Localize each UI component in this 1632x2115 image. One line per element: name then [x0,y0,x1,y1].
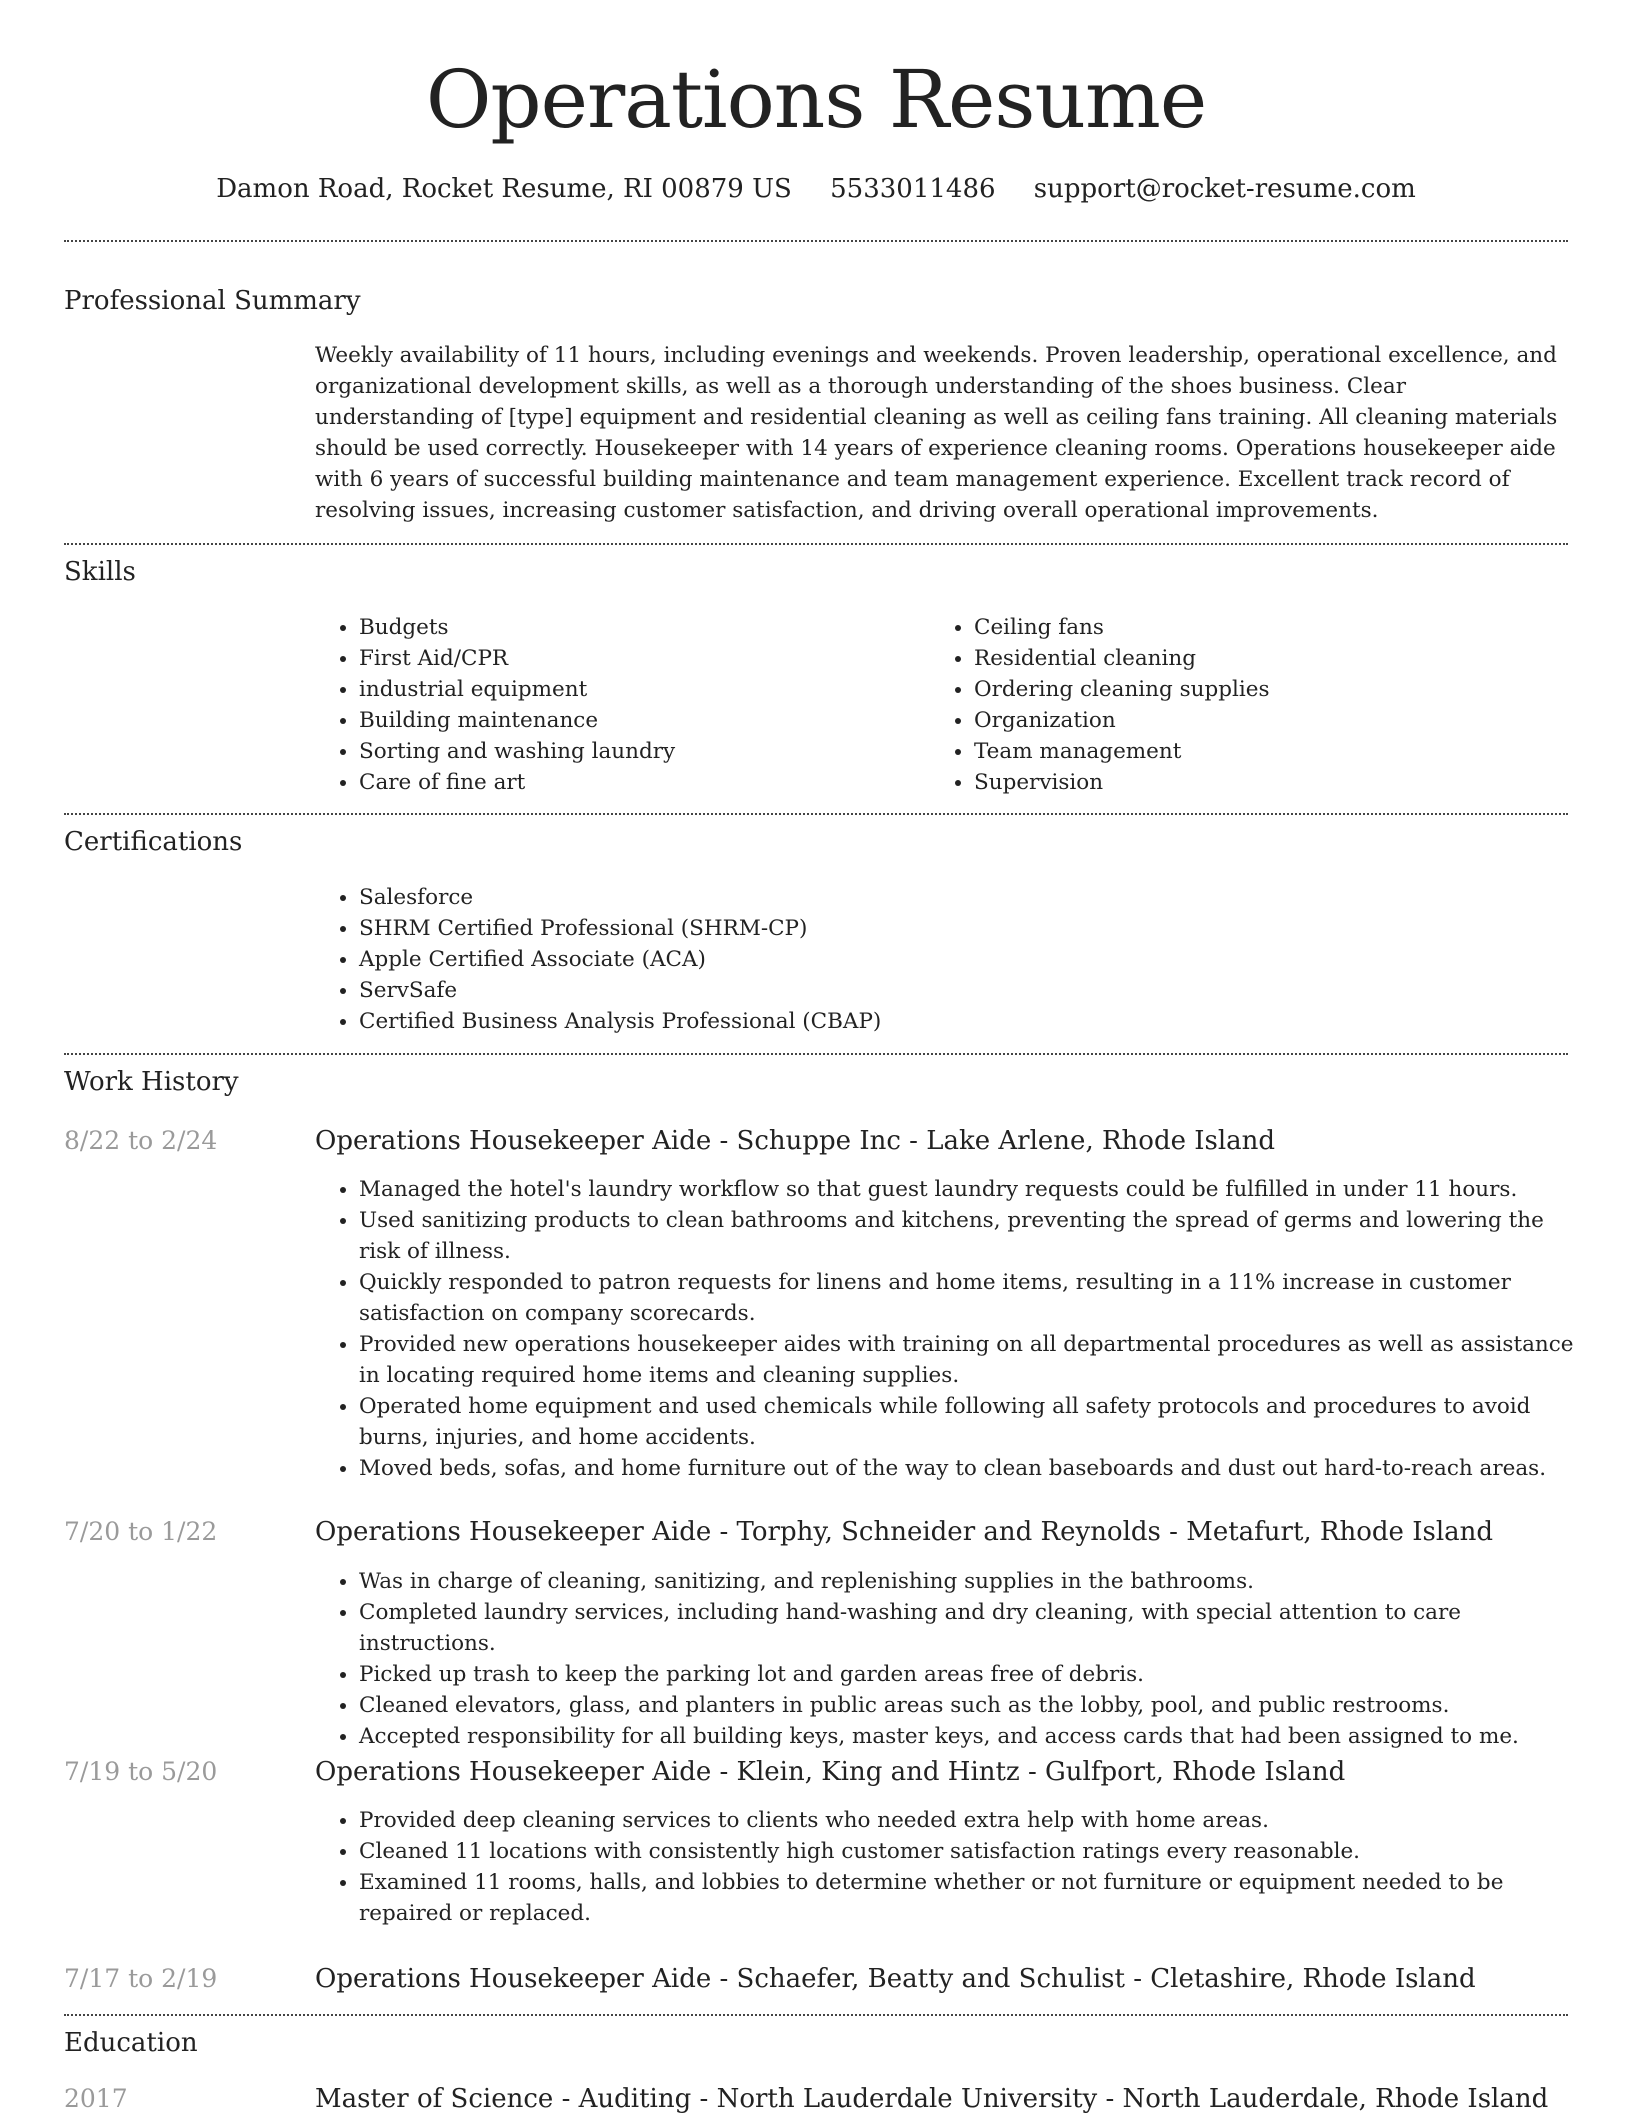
skills-list-left [315,612,919,798]
job-title: Operations Housekeeper Aide - Schuppe Inc - Lake Arlene, Rhode Island [315,1126,1276,1156]
job-bullet: • Picked up trash to keep the parking lot and garden areas free of debris. [359,1659,1589,1690]
contact-address: Damon Road, Rocket Resume, RI 00879 US [216,174,792,204]
skill-item: • Ordering cleaning supplies [974,674,1534,705]
job-bullets [315,1805,1589,1929]
job-bullet: • Moved beds, sofas, and home furniture out of the way to clean baseboards and dust out hard-to-reach areas. [359,1453,1589,1484]
certification-item: • ServSafe [359,975,1559,1006]
contact-line [0,172,1632,206]
section-divider [64,1053,1568,1055]
job-bullet: • Was in charge of cleaning, sanitizing, and replenishing supplies in the bathrooms. [359,1566,1589,1597]
skill-item: • Supervision [974,767,1534,798]
education-year: 2017 [64,2084,128,2113]
contact-email: support@rocket-resume.com [1033,174,1416,204]
certification-item: • Certified Business Analysis Professional (CBAP) [359,1006,1559,1037]
job-title: Operations Housekeeper Aide - Torphy, Schneider and Reynolds - Metafurt, Rhode Island [315,1517,1494,1547]
skill-item: • Building maintenance [359,705,919,736]
certifications-heading: Certifications [64,827,243,857]
skill-item: • Residential cleaning [974,643,1534,674]
job-title: Operations Housekeeper Aide - Schaefer, Beatty and Schulist - Cletashire, Rhode Island [315,1964,1476,1994]
certification-item: • SHRM Certified Professional (SHRM-CP) [359,913,1559,944]
skill-item: • Organization [974,705,1534,736]
job-bullet: • Quickly responded to patron requests for linens and home items, resulting in a 11% increase in customer satisfaction on company scorecards. [359,1267,1589,1329]
job-dates: 8/22 to 2/24 [64,1126,218,1155]
job-bullet: • Examined 11 rooms, halls, and lobbies to determine whether or not furniture or equipment needed to be repaired or replaced. [359,1867,1589,1929]
skill-item: • Care of fine art [359,767,919,798]
skill-item: • Budgets [359,612,919,643]
job-bullet: • Managed the hotel's laundry workflow so that guest laundry requests could be fulfilled in under 11 hours. [359,1174,1589,1205]
work-history-heading: Work History [64,1067,239,1097]
skill-item: • Ceiling fans [974,612,1534,643]
skills-heading: Skills [64,557,136,587]
education-heading: Education [64,2028,198,2058]
job-bullets [315,1174,1589,1484]
section-divider [64,543,1568,545]
section-divider [64,240,1568,242]
summary-heading: Professional Summary [64,286,361,316]
job-bullet: • Used sanitizing products to clean bathrooms and kitchens, preventing the spread of germs and lowering the risk of illness. [359,1205,1589,1267]
job-bullet: • Operated home equipment and used chemicals while following all safety protocols and procedures to avoid burns, injuries, and home accidents. [359,1391,1589,1453]
certification-item: • Apple Certified Associate (ACA) [359,944,1559,975]
job-dates: 7/20 to 1/22 [64,1517,218,1546]
job-bullets [315,1566,1589,1752]
job-dates: 7/19 to 5/20 [64,1757,218,1786]
job-bullet: • Provided deep cleaning services to clients who needed extra help with home areas. [359,1805,1589,1836]
job-bullet: • Cleaned elevators, glass, and planters in public areas such as the lobby, pool, and public restrooms. [359,1690,1589,1721]
job-dates: 7/17 to 2/19 [64,1964,218,1993]
skill-item: • First Aid/CPR [359,643,919,674]
job-title: Operations Housekeeper Aide - Klein, King and Hintz - Gulfport, Rhode Island [315,1757,1346,1787]
section-divider [64,813,1568,815]
resume-name: Operations Resume [425,53,1207,146]
education-title: Master of Science - Auditing - North Lauderdale University - North Lauderdale, Rhode Island [315,2084,1549,2114]
section-divider [64,2014,1568,2016]
job-bullet: • Accepted responsibility for all building keys, master keys, and access cards that had been assigned to me. [359,1721,1589,1752]
certifications-list [315,882,1559,1037]
skill-item: • Team management [974,736,1534,767]
job-bullet: • Provided new operations housekeeper aides with training on all departmental procedures as well as assistance in locating required home items and cleaning supplies. [359,1329,1589,1391]
job-bullet: • Cleaned 11 locations with consistently high customer satisfaction ratings every reasonable. [359,1836,1589,1867]
contact-phone: 5533011486 [830,174,996,204]
skill-item: • Sorting and washing laundry [359,736,919,767]
certification-item: • Salesforce [359,882,1559,913]
job-bullet: • Completed laundry services, including hand-washing and dry cleaning, with special attention to care instructions. [359,1597,1589,1659]
skills-list-right [930,612,1534,798]
summary-text: Weekly availability of 11 hours, including evenings and weekends. Proven leadership, operational excellence, and organizational development skills, as well as a thorough understanding of the shoes business. Clear understanding of [type] equipment and residential cleaning as well as ceiling fans training. All cleaning materials should be used correctly. Housekeeper with 14 years of experience cleaning rooms. Operations housekeeper aide with 6 years of successful building maintenance and team management experience. Excellent track record of resolving issues, increasing customer satisfaction, and driving overall operational improvements. [315,343,1558,523]
skill-item: • industrial equipment [359,674,919,705]
